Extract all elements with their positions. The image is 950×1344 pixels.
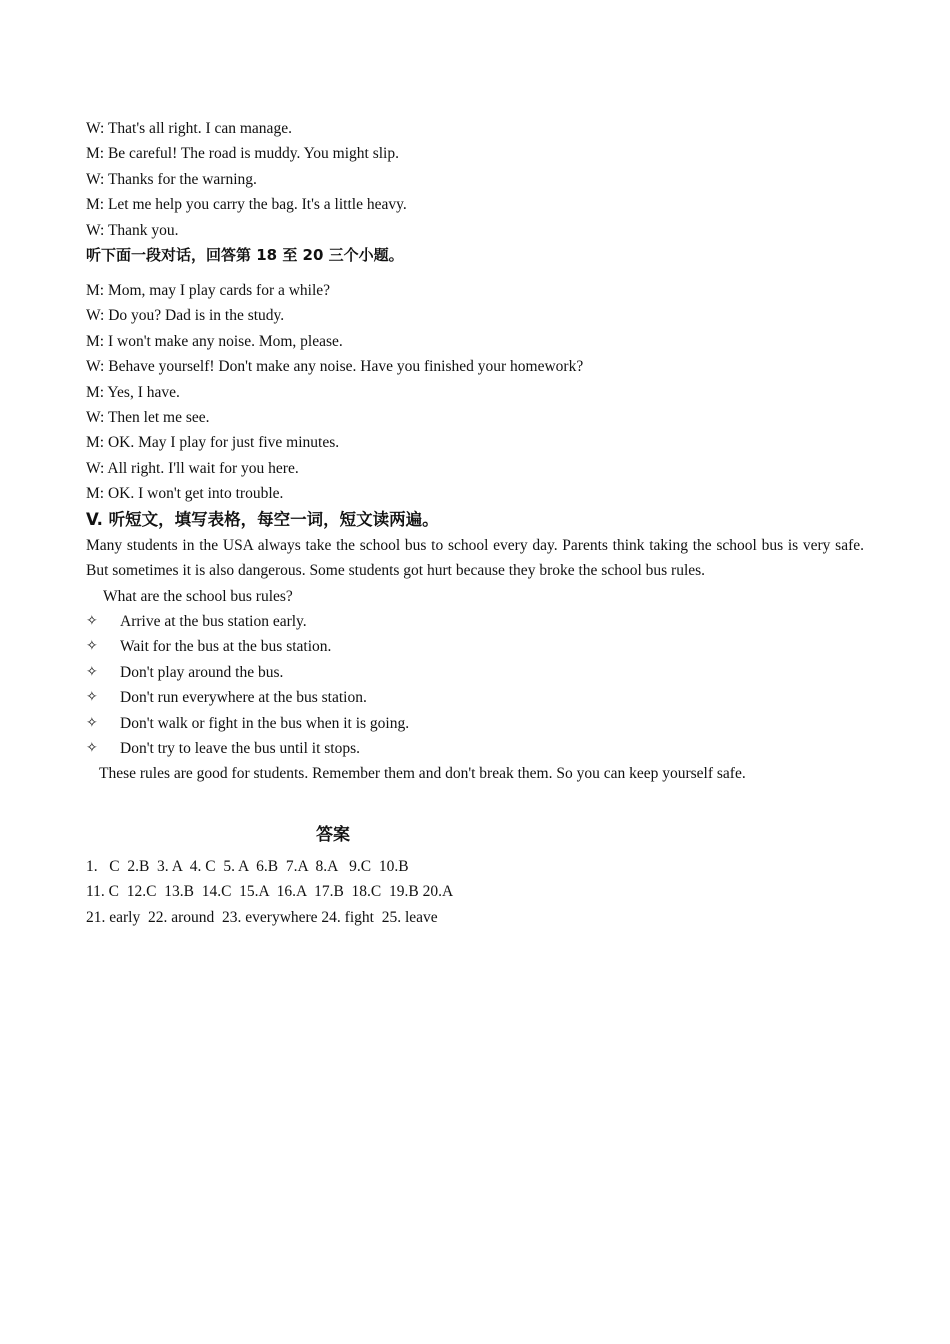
dialogue-line: W: Behave yourself! Don't make any noise. Have you finished your homework? <box>86 358 584 376</box>
rule-text: Don't walk or fight in the bus when it is going. <box>120 714 410 732</box>
star-bullet-icon: ✧ <box>86 714 98 731</box>
passage-intro: Many students in the USA always take the school bus to school every day. Parents think taking the school bus is very safe. But sometimes it is also dangerous. Some students got hurt because they broke the school bus rules. <box>86 536 864 580</box>
rule-item <box>86 736 864 761</box>
rules-list <box>86 609 864 761</box>
dialogue-line: M: Be careful! The road is muddy. You might slip. <box>86 145 399 163</box>
answer-line: 11. C 12.C 13.B 14.C 15.A 16.A 17.B 18.C 19.B 20.A <box>86 883 454 901</box>
dialogue-line: W: Thanks for the warning. <box>86 170 257 188</box>
dialogue-line: M: Yes, I have. <box>86 383 180 401</box>
dialogue-line: W: Then let me see. <box>86 409 210 427</box>
star-bullet-icon: ✧ <box>86 638 98 655</box>
dialogue-line: M: OK. May I play for just five minutes. <box>86 434 340 452</box>
answers-title: 答案 <box>316 824 350 845</box>
rule-text: Don't try to leave the bus until it stops. <box>120 739 361 757</box>
dialogue-line: M: OK. I won't get into trouble. <box>86 485 284 503</box>
dialogue-line: M: Let me help you carry the bag. It's a little heavy. <box>86 196 407 214</box>
rule-item <box>86 609 864 634</box>
answer-line: 21. early 22. around 23. everywhere 24. fight 25. leave <box>86 908 438 926</box>
rule-item <box>86 685 864 710</box>
document-page <box>86 116 864 930</box>
dialogue-line: W: Do you? Dad is in the study. <box>86 307 285 325</box>
rule-text: Don't run everywhere at the bus station. <box>120 689 367 707</box>
answers-list <box>86 854 864 930</box>
rule-text: Don't play around the bus. <box>120 663 284 681</box>
dialogue-line: W: That's all right. I can manage. <box>86 120 292 137</box>
section-v-heading: V. 听短文，填写表格，每空一词，短文读两遍。 <box>86 509 439 529</box>
star-bullet-icon: ✧ <box>86 739 98 756</box>
passage-question: What are the school bus rules? <box>103 587 293 605</box>
star-bullet-icon: ✧ <box>86 689 98 706</box>
rule-text: Wait for the bus at the bus station. <box>120 638 332 656</box>
rule-text: Arrive at the bus station early. <box>120 612 307 630</box>
rule-item <box>86 660 864 685</box>
dialogue-line: M: I won't make any noise. Mom, please. <box>86 332 343 350</box>
dialogue-line: W: All right. I'll wait for you here. <box>86 459 299 477</box>
dialogue-a <box>86 116 864 243</box>
answer-line: 1. C 2.B 3. A 4. C 5. A 6.B 7.A 8.A 9.C 10.B <box>86 857 409 875</box>
rule-item <box>86 634 864 659</box>
rule-item <box>86 711 864 736</box>
star-bullet-icon: ✧ <box>86 663 98 680</box>
question-heading-18-20: 听下面一段对话，回答第 18 至 20 三个小题。 <box>86 246 404 265</box>
star-bullet-icon: ✧ <box>86 612 98 629</box>
passage-closing: These rules are good for students. Remember them and don't break them. So you can keep yourself safe. <box>99 765 746 783</box>
dialogue-line: W: Thank you. <box>86 221 179 239</box>
dialogue-line: M: Mom, may I play cards for a while? <box>86 282 331 300</box>
dialogue-b <box>86 278 864 507</box>
